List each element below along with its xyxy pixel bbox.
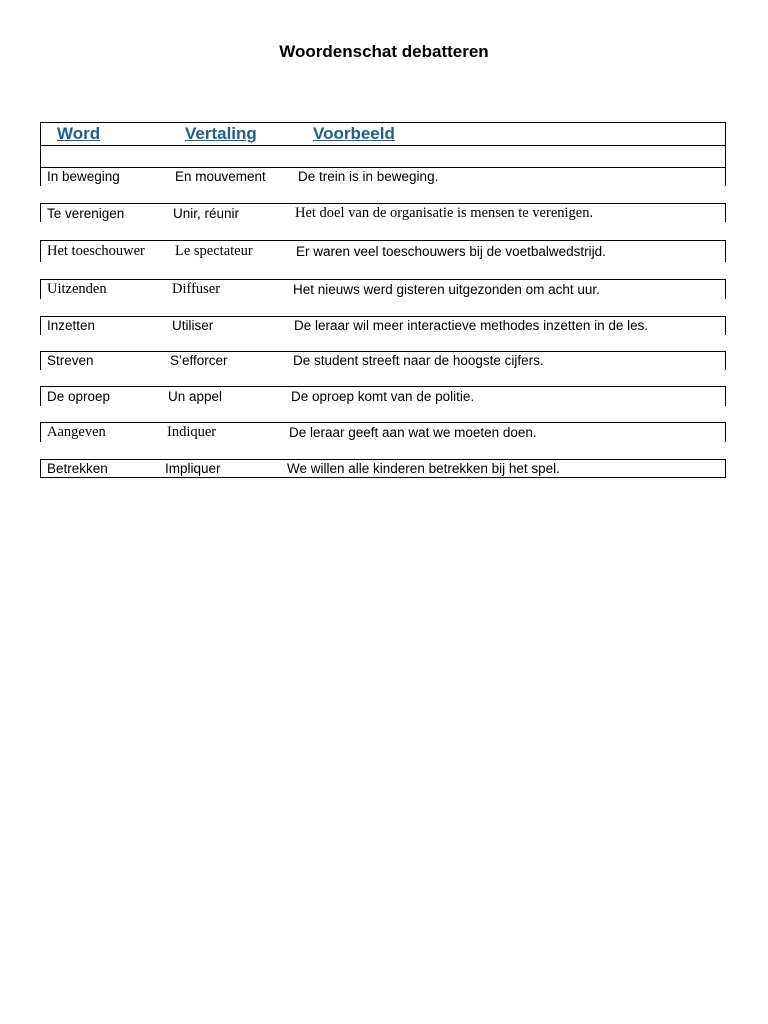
row-example: Er waren veel toeschouwers bij de voetbalwedstrijd. (296, 244, 606, 259)
table-blank-row (40, 145, 726, 168)
row-word: Inzetten (47, 318, 96, 333)
row-example: De oproep komt van de politie. (291, 389, 475, 404)
row-word: De oproep (47, 389, 111, 404)
row-translation: Un appel (168, 389, 223, 404)
row-translation: Impliquer (165, 461, 221, 476)
row-word: In beweging (47, 169, 120, 184)
row-word: Streven (47, 353, 94, 368)
row-example: De leraar wil meer interactieve methodes inzetten in de les. (294, 318, 649, 333)
row-translation: Unir, réunir (173, 206, 240, 221)
row-example: Het doel van de organisatie is mensen te verenigen. (295, 205, 594, 221)
row-word: Uitzenden (47, 281, 107, 297)
row-translation: Utiliser (172, 318, 214, 333)
row-example: De trein is in beweging. (298, 169, 439, 184)
row-translation: En mouvement (175, 169, 266, 184)
column-header-translation: Vertaling (185, 124, 257, 143)
row-example: De leraar geeft aan wat we moeten doen. (289, 425, 537, 440)
column-header-word: Word (57, 124, 101, 143)
row-word: Betrekken (47, 461, 108, 476)
row-example: We willen alle kinderen betrekken bij het spel. (287, 461, 560, 476)
row-example: De student streeft naar de hoogste cijfers. (293, 353, 544, 368)
page-title: Woordenschat debatteren (279, 42, 489, 61)
row-translation: Indiquer (167, 424, 217, 440)
row-translation: S’efforcer (170, 353, 228, 368)
row-word: Aangeven (47, 424, 106, 440)
row-example: Het nieuws werd gisteren uitgezonden om acht uur. (293, 282, 600, 297)
row-translation: Le spectateur (175, 243, 253, 259)
row-translation: Diffuser (172, 281, 221, 297)
column-header-example: Voorbeeld (313, 124, 395, 143)
row-word: Het toeschouwer (47, 243, 145, 259)
row-word: Te verenigen (47, 206, 125, 221)
